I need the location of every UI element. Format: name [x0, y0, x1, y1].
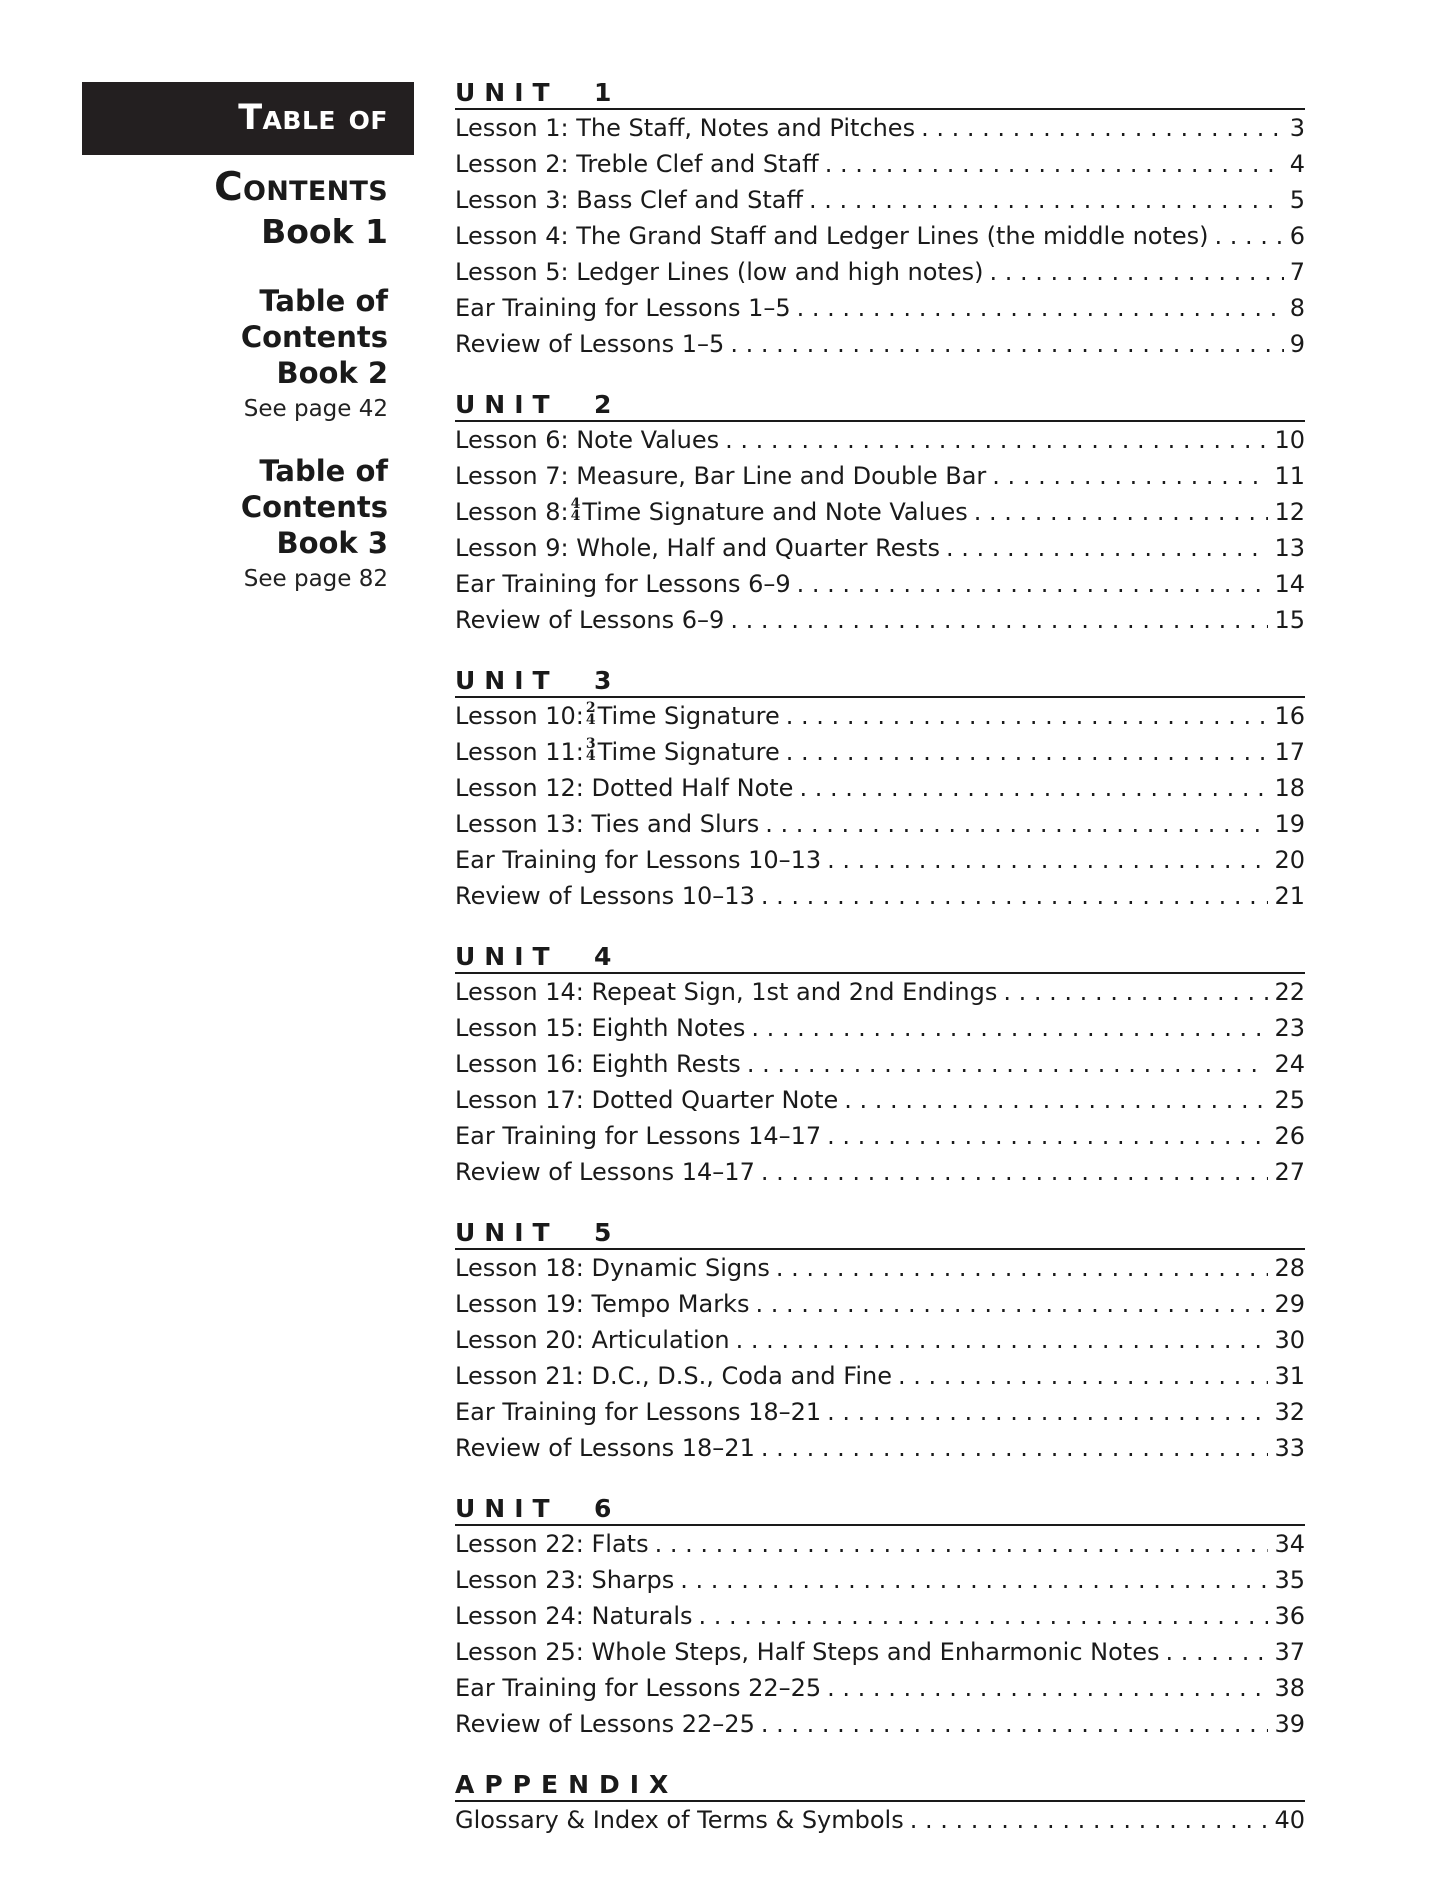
- time-signature-bottom: 4: [585, 748, 596, 764]
- toc-entry[interactable]: [455, 1046, 1305, 1082]
- entry-title: Lesson 23: Sharps: [455, 1566, 675, 1594]
- entry-title: [455, 698, 786, 734]
- dot-leader: [755, 1286, 1268, 1322]
- dot-leader: [747, 1046, 1269, 1082]
- toc-entry[interactable]: [455, 1250, 1305, 1286]
- page-number: 7: [1289, 258, 1305, 286]
- toc-entry[interactable]: [455, 770, 1305, 806]
- entry-title-suffix: Time Signature and Note Values: [582, 498, 968, 526]
- entry-title: Review of Lessons 18–21: [455, 1434, 755, 1462]
- entry-title: Ear Training for Lessons 18–21: [455, 1398, 822, 1426]
- dot-leader: [680, 1562, 1268, 1598]
- dot-leader: [974, 494, 1269, 530]
- entry-title-prefix: Lesson 11:: [455, 738, 584, 766]
- toc-entry[interactable]: [455, 530, 1305, 566]
- entry-title: [455, 494, 974, 530]
- toc-entry[interactable]: [455, 1802, 1305, 1838]
- toc-entry[interactable]: [455, 1526, 1305, 1562]
- see-page-reference: See page 82: [243, 566, 388, 592]
- toc-entry[interactable]: [455, 1358, 1305, 1394]
- page-number: 6: [1289, 222, 1305, 250]
- time-signature-top: 2: [585, 700, 596, 716]
- entry-title: Lesson 2: Treble Clef and Staff: [455, 150, 819, 178]
- unit-section: [455, 78, 1305, 362]
- page-number: 30: [1274, 1326, 1305, 1354]
- time-signature-icon: [586, 738, 596, 762]
- entry-title: Lesson 18: Dynamic Signs: [455, 1254, 770, 1282]
- page-number: 22: [1274, 978, 1305, 1006]
- entry-title: Lesson 5: Ledger Lines (low and high notes): [455, 258, 984, 286]
- dot-leader: [827, 842, 1268, 878]
- entry-title: [455, 734, 786, 770]
- entry-title: Lesson 20: Articulation: [455, 1326, 730, 1354]
- page-number: 10: [1274, 426, 1305, 454]
- toc-entry[interactable]: [455, 1286, 1305, 1322]
- dot-leader: [992, 458, 1268, 494]
- page-number: 16: [1274, 702, 1305, 730]
- toc-entry[interactable]: [455, 146, 1305, 182]
- toc-entry[interactable]: [455, 698, 1305, 734]
- entry-title: Glossary & Index of Terms & Symbols: [455, 1806, 904, 1834]
- toc-entry[interactable]: [455, 326, 1305, 362]
- entry-title: Lesson 14: Repeat Sign, 1st and 2nd Endings: [455, 978, 998, 1006]
- dot-leader: [786, 734, 1269, 770]
- unit-heading: UNIT 5: [455, 1218, 1305, 1250]
- page-title-contents: Contents: [214, 165, 388, 210]
- toc-entry[interactable]: [455, 878, 1305, 914]
- page-number: 15: [1274, 606, 1305, 634]
- other-book-label: Book 2: [276, 356, 388, 390]
- dot-leader: [797, 290, 1284, 326]
- toc-entry[interactable]: [455, 1430, 1305, 1466]
- other-book-label: Table of: [259, 454, 388, 488]
- unit-heading: UNIT 6: [455, 1494, 1305, 1526]
- dot-leader: [844, 1082, 1268, 1118]
- page-number: 8: [1289, 294, 1305, 322]
- entry-title: Lesson 21: D.C., D.S., Coda and Fine: [455, 1362, 892, 1390]
- entry-title: Lesson 15: Eighth Notes: [455, 1014, 746, 1042]
- toc-entry[interactable]: [455, 806, 1305, 842]
- entry-title: Lesson 1: The Staff, Notes and Pitches: [455, 114, 916, 142]
- page-number: 40: [1274, 1806, 1305, 1834]
- entry-title: Review of Lessons 6–9: [455, 606, 725, 634]
- toc-entry[interactable]: [455, 566, 1305, 602]
- entry-title: Lesson 22: Flats: [455, 1530, 649, 1558]
- page-number: 35: [1274, 1566, 1305, 1594]
- dot-leader: [765, 806, 1268, 842]
- page-number: 32: [1274, 1398, 1305, 1426]
- page-number: 26: [1274, 1122, 1305, 1150]
- time-signature-icon: [571, 498, 581, 522]
- page-number: 39: [1274, 1710, 1305, 1738]
- toc-entry[interactable]: [455, 1670, 1305, 1706]
- page-number: 29: [1274, 1290, 1305, 1318]
- page-number: 9: [1289, 330, 1305, 358]
- page-number: 24: [1274, 1050, 1305, 1078]
- toc-entry[interactable]: [455, 290, 1305, 326]
- unit-section: [455, 666, 1305, 914]
- dot-leader: [827, 1394, 1268, 1430]
- sidebar: [82, 82, 414, 597]
- entry-title: Ear Training for Lessons 1–5: [455, 294, 791, 322]
- entry-title-prefix: Lesson 8:: [455, 498, 569, 526]
- toc-entry[interactable]: [455, 1010, 1305, 1046]
- toc-entry[interactable]: [455, 494, 1305, 530]
- other-book-label: Table of: [259, 284, 388, 318]
- entry-title: Lesson 24: Naturals: [455, 1602, 693, 1630]
- toc-entry[interactable]: [455, 422, 1305, 458]
- table-of-contents: [455, 78, 1305, 1866]
- page-title-book: Book 1: [261, 212, 388, 251]
- dot-leader: [921, 110, 1284, 146]
- entry-title: Review of Lessons 22–25: [455, 1710, 755, 1738]
- other-book-label: Book 3: [276, 526, 388, 560]
- unit-section: [455, 390, 1305, 638]
- unit-section: [455, 942, 1305, 1190]
- page-title: Table of: [82, 82, 414, 155]
- page-number: 14: [1274, 570, 1305, 598]
- toc-entry[interactable]: [455, 1598, 1305, 1634]
- time-signature-top: 3: [585, 736, 596, 752]
- toc-entry[interactable]: [455, 110, 1305, 146]
- dot-leader: [799, 770, 1268, 806]
- dot-leader: [910, 1802, 1269, 1838]
- unit-heading: UNIT 4: [455, 942, 1305, 974]
- dot-leader: [827, 1670, 1268, 1706]
- entry-title: Lesson 16: Eighth Rests: [455, 1050, 741, 1078]
- page-number: 25: [1274, 1086, 1305, 1114]
- unit-section: [455, 1494, 1305, 1742]
- time-signature-bottom: 4: [585, 712, 596, 728]
- dot-leader: [1215, 218, 1284, 254]
- dot-leader: [1003, 974, 1268, 1010]
- page-number: 18: [1274, 774, 1305, 802]
- dot-leader: [827, 1118, 1268, 1154]
- toc-entry[interactable]: [455, 218, 1305, 254]
- page-number: 12: [1274, 498, 1305, 526]
- page-number: 13: [1274, 534, 1305, 562]
- dot-leader: [825, 146, 1284, 182]
- entry-title: Ear Training for Lessons 6–9: [455, 570, 791, 598]
- entry-title: Lesson 17: Dotted Quarter Note: [455, 1086, 839, 1114]
- toc-entry[interactable]: [455, 182, 1305, 218]
- unit-section: [455, 1770, 1305, 1838]
- page-number: 38: [1274, 1674, 1305, 1702]
- entry-title: Lesson 7: Measure, Bar Line and Double Bar: [455, 462, 987, 490]
- page-number: 28: [1274, 1254, 1305, 1282]
- other-book-3: [82, 453, 414, 597]
- see-page-reference: See page 42: [243, 396, 388, 422]
- toc-entry[interactable]: [455, 974, 1305, 1010]
- page-number: 27: [1274, 1158, 1305, 1186]
- unit-section: [455, 1218, 1305, 1466]
- page-number: 31: [1274, 1362, 1305, 1390]
- entry-title: Review of Lessons 10–13: [455, 882, 755, 910]
- dot-leader: [761, 1430, 1269, 1466]
- unit-heading: UNIT 3: [455, 666, 1305, 698]
- page-number: 36: [1274, 1602, 1305, 1630]
- dot-leader: [761, 1154, 1269, 1190]
- entry-title-suffix: Time Signature: [597, 702, 780, 730]
- page-number: 17: [1274, 738, 1305, 766]
- page-number: 33: [1274, 1434, 1305, 1462]
- time-signature-bottom: 4: [570, 508, 581, 524]
- entry-title: Ear Training for Lessons 14–17: [455, 1122, 822, 1150]
- dot-leader: [898, 1358, 1268, 1394]
- toc-entry[interactable]: [455, 1154, 1305, 1190]
- entry-title-suffix: Time Signature: [597, 738, 780, 766]
- page-number: 20: [1274, 846, 1305, 874]
- page-number: 5: [1289, 186, 1305, 214]
- entry-title: Lesson 25: Whole Steps, Half Steps and Enharmonic Notes: [455, 1638, 1160, 1666]
- page-number: 11: [1274, 462, 1305, 490]
- entry-title-prefix: Lesson 10:: [455, 702, 584, 730]
- unit-heading: UNIT 1: [455, 78, 1305, 110]
- entry-title: Lesson 6: Note Values: [455, 426, 720, 454]
- toc-entry[interactable]: [455, 1634, 1305, 1670]
- page-number: 23: [1274, 1014, 1305, 1042]
- dot-leader: [946, 530, 1268, 566]
- page-number: 34: [1274, 1530, 1305, 1558]
- toc-entry[interactable]: [455, 1118, 1305, 1154]
- dot-leader: [730, 326, 1283, 362]
- entry-title: Lesson 9: Whole, Half and Quarter Rests: [455, 534, 940, 562]
- page-number: 21: [1274, 882, 1305, 910]
- dot-leader: [751, 1010, 1268, 1046]
- entry-title: Ear Training for Lessons 22–25: [455, 1674, 822, 1702]
- entry-title: Review of Lessons 1–5: [455, 330, 725, 358]
- toc-entry[interactable]: [455, 602, 1305, 638]
- page-number: 4: [1289, 150, 1305, 178]
- dot-leader: [761, 878, 1269, 914]
- dot-leader: [1165, 1634, 1268, 1670]
- toc-entry[interactable]: [455, 458, 1305, 494]
- toc-entry[interactable]: [455, 1394, 1305, 1430]
- toc-entry[interactable]: [455, 1322, 1305, 1358]
- dot-leader: [655, 1526, 1269, 1562]
- toc-entry[interactable]: [455, 734, 1305, 770]
- dot-leader: [736, 1322, 1269, 1358]
- toc-entry[interactable]: [455, 842, 1305, 878]
- dot-leader: [776, 1250, 1269, 1286]
- time-signature-top: 4: [570, 496, 581, 512]
- dot-leader: [786, 698, 1269, 734]
- dot-leader: [761, 1706, 1269, 1742]
- other-book-label: Contents: [240, 490, 388, 524]
- dot-leader: [699, 1598, 1269, 1634]
- appendix-heading: APPENDIX: [455, 1770, 1305, 1802]
- entry-title: Ear Training for Lessons 10–13: [455, 846, 822, 874]
- entry-title: Lesson 13: Ties and Slurs: [455, 810, 760, 838]
- toc-entry[interactable]: [455, 1706, 1305, 1742]
- other-book-label: Contents: [240, 320, 388, 354]
- page-number: 19: [1274, 810, 1305, 838]
- entry-title: Lesson 19: Tempo Marks: [455, 1290, 750, 1318]
- dot-leader: [730, 602, 1268, 638]
- other-book-2: [82, 283, 414, 427]
- entry-title: Lesson 4: The Grand Staff and Ledger Lines (the middle notes): [455, 222, 1209, 250]
- dot-leader: [725, 422, 1268, 458]
- dot-leader: [809, 182, 1284, 218]
- toc-entry[interactable]: [455, 254, 1305, 290]
- dot-leader: [989, 254, 1283, 290]
- toc-entry[interactable]: [455, 1562, 1305, 1598]
- dot-leader: [797, 566, 1269, 602]
- toc-entry[interactable]: [455, 1082, 1305, 1118]
- entry-title: Lesson 3: Bass Clef and Staff: [455, 186, 803, 214]
- entry-title: Review of Lessons 14–17: [455, 1158, 755, 1186]
- time-signature-icon: [586, 702, 596, 726]
- page-number: 37: [1274, 1638, 1305, 1666]
- page-number: 3: [1289, 114, 1305, 142]
- unit-heading: UNIT 2: [455, 390, 1305, 422]
- entry-title: Lesson 12: Dotted Half Note: [455, 774, 794, 802]
